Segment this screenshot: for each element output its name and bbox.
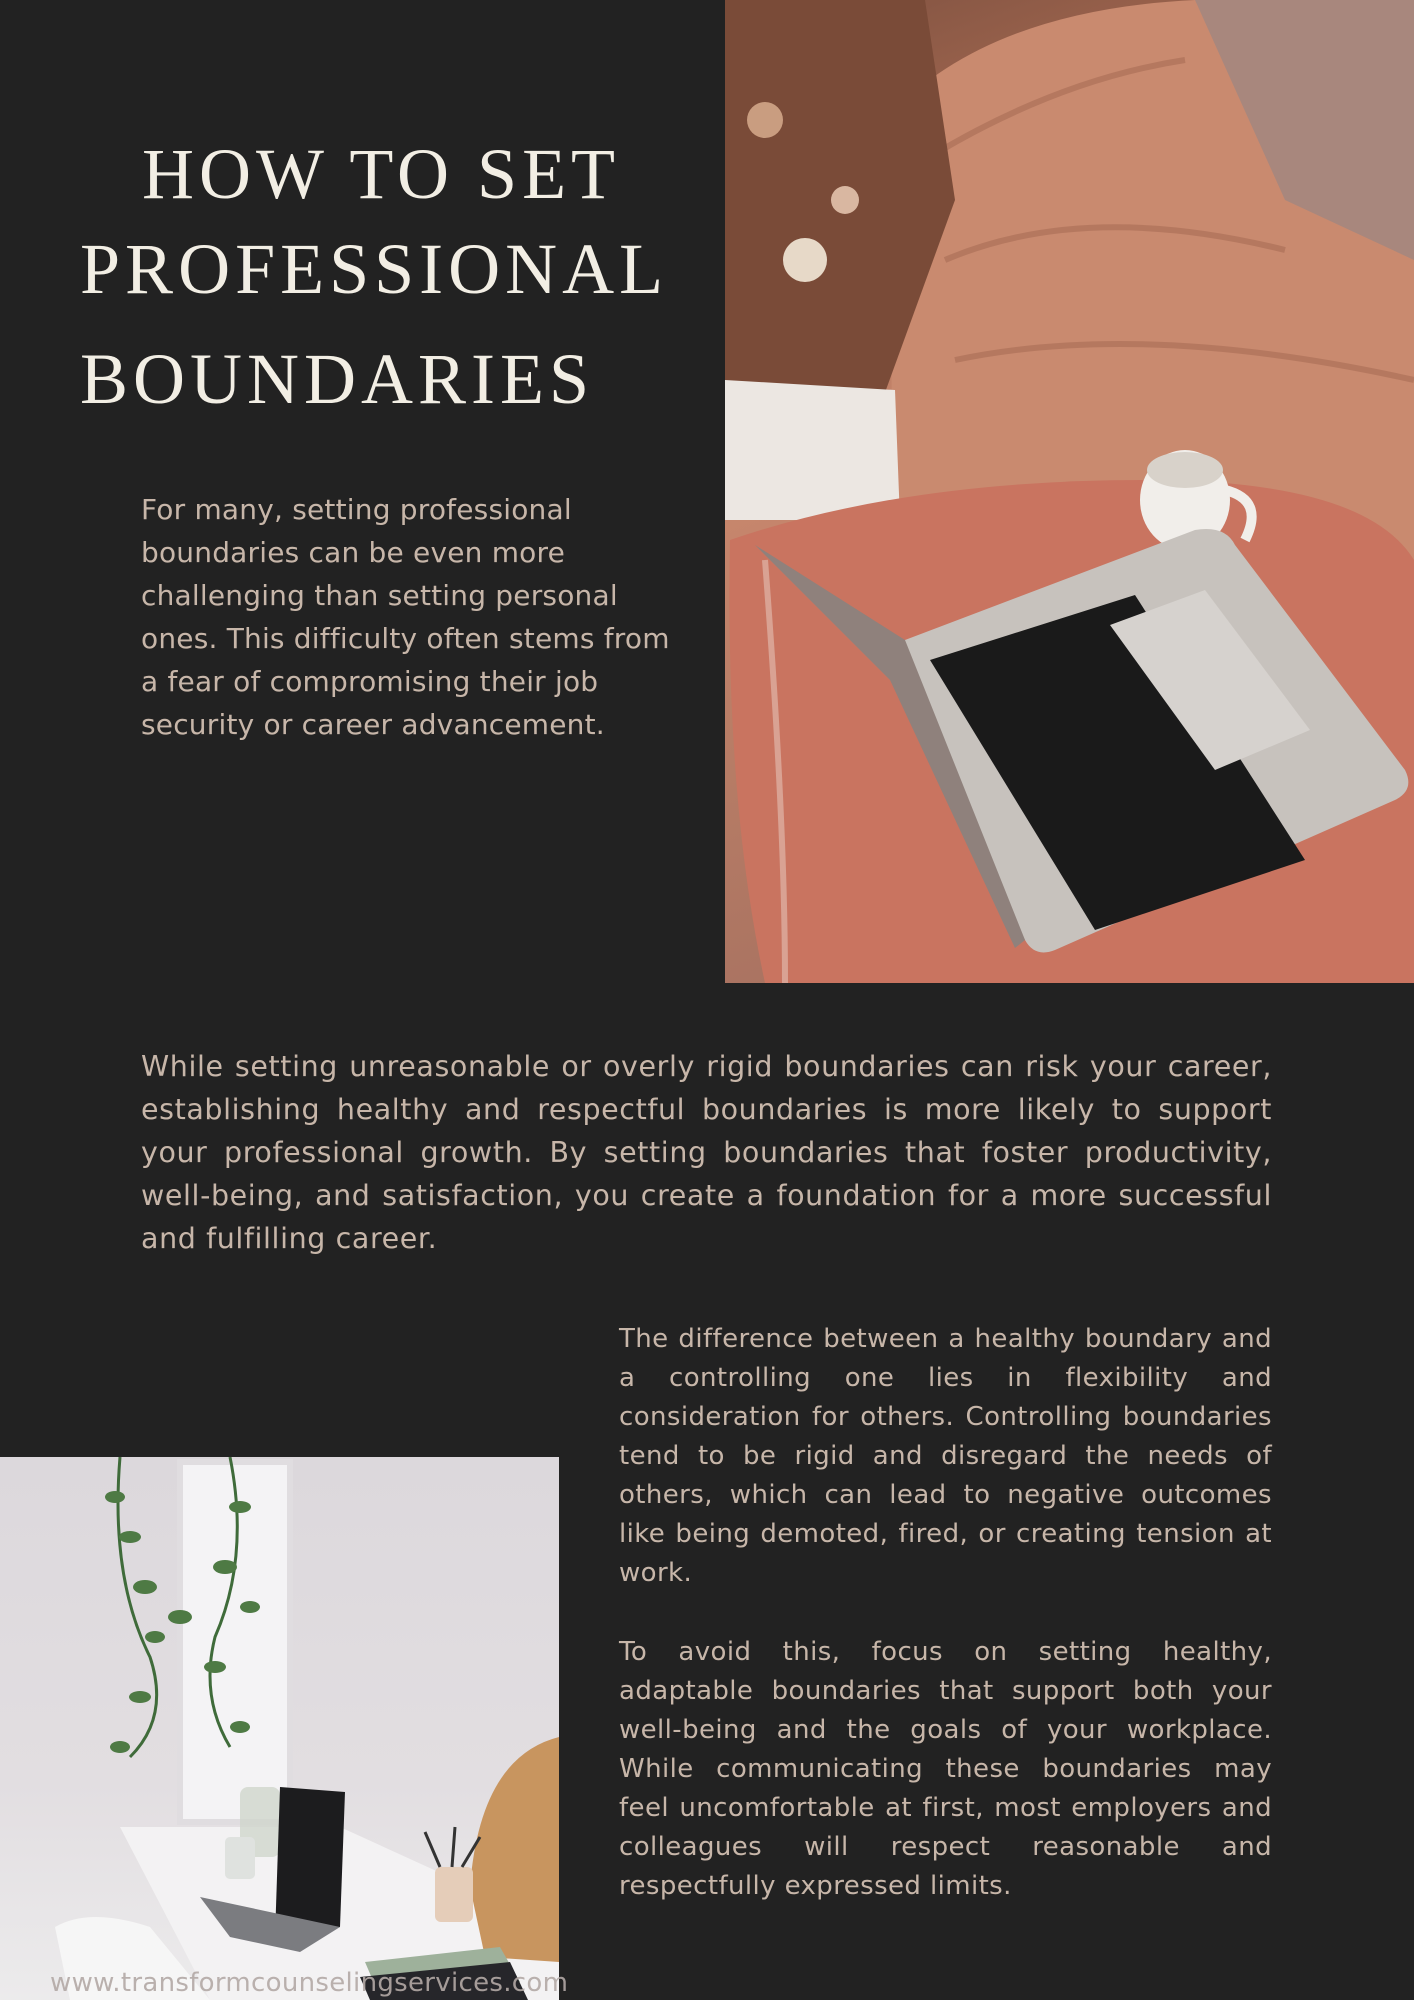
laptop-chair-photo [725, 0, 1414, 983]
title-line-1: HOW TO SET [142, 134, 621, 214]
title-line-3: BOUNDARIES [80, 339, 595, 419]
career-paragraph: While setting unreasonable or overly rigid boundaries can risk your career, establishing healthy and respectful boundaries is more likely to support your professional growth. By setting boundaries that foster productivity, well-being, and satisfaction, you create a foundation for a more successful and fulfilling career. [141, 1050, 1272, 1255]
avoid-tension-paragraph: To avoid this, focus on setting healthy, adaptable boundaries that support both your well-being and the goals of your workplace. While communicating these boundaries may feel uncomfortable at first, most employers and colleagues will respect reasonable and respectfully expressed limits. [619, 1637, 1272, 1901]
desk-plant-illustration [0, 1457, 569, 2000]
laptop-chair-illustration [725, 0, 1414, 983]
title-line-2: PROFESSIONAL [80, 229, 669, 309]
desk-plant-photo [0, 1457, 569, 2000]
intro-paragraph: For many, setting professional boundaries can be even more challenging than setting personal ones. This difficulty often stems from a fear of compromising their job security or career advancement. [141, 493, 670, 741]
website-url: www.transformcounselingservices.com [50, 1968, 569, 1998]
healthy-vs-controlling-paragraph: The difference between a healthy boundary and a controlling one lies in flexibility and consideration for others. Controlling boundaries tend to be rigid and disregard the needs of others, which can lead to negative outcomes like being demoted, fired, or creating tension at work. [619, 1324, 1272, 1588]
